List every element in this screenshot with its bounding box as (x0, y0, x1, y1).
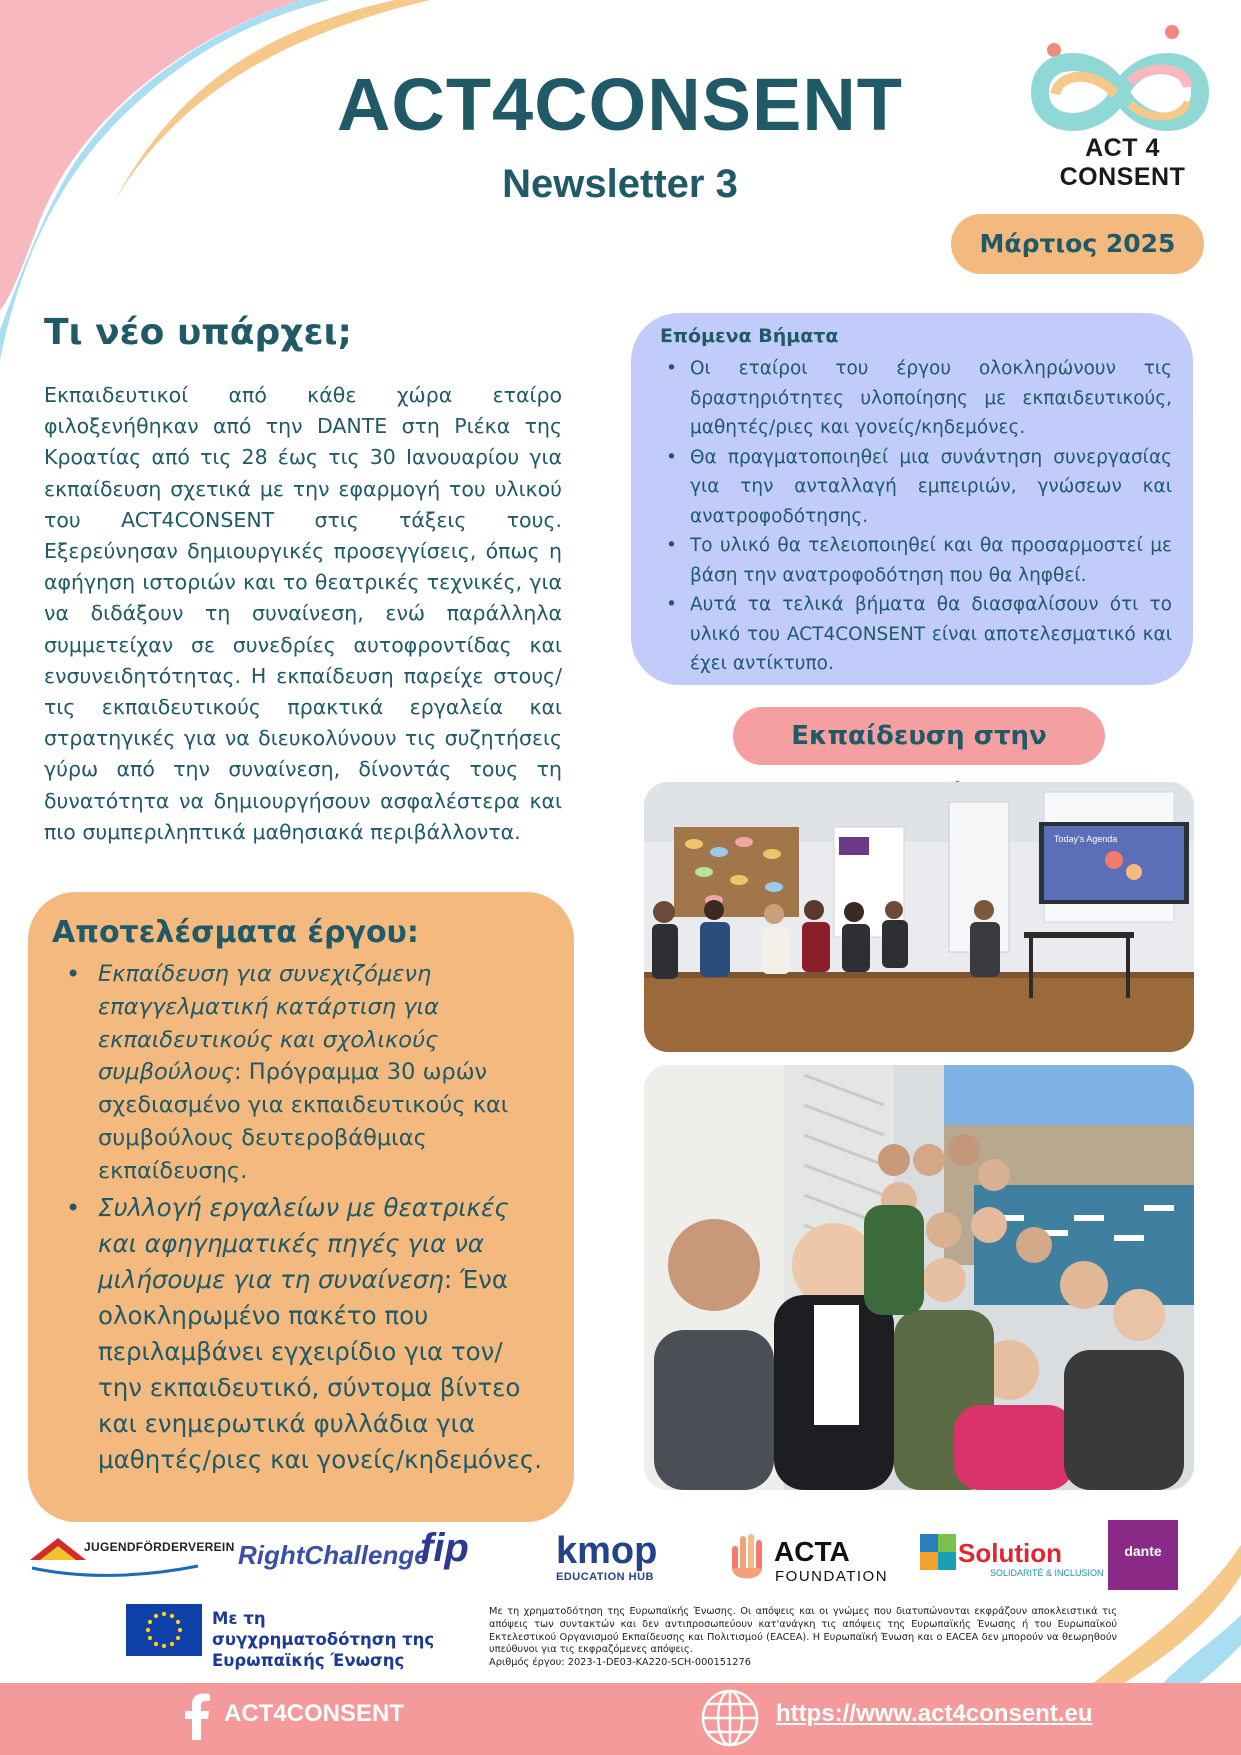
news-heading: Τι νέο υπάρχει; (44, 312, 352, 353)
next-steps-heading: Επόμενα Βήματα (660, 325, 839, 347)
disclaimer-text: Με τη χρηματοδότηση της Ευρωπαϊκής Ένωσης. Οι απόψεις και οι γνώμες που διατυπώνονται εκφράζουν αποκλειστικά τις απόψεις των συντακτών και δεν αντιπροσωπεύουν κατ'ανάγκη τις απόψεις της Ευρωπαϊκής Ένωσης ή του Ευρωπαϊκού Εκτελεστικού Οργανισμού Εκπαίδευσης και Πολιτισμού (EACEA). Η Ευρωπαϊκή Ένωση και ο EACEA δεν μπορούν να θεωρηθούν υπεύθυνοι για τις εκφραζόμενες απόψεις. (489, 1606, 1117, 1656)
news-body: Εκπαιδευτικοί από κάθε χώρα εταίρο φιλοξενήθηκαν από την DANTE στη Ριέκα της Κροατίας από τις 28 έως τις 30 Ιανουαρίου για εκπαίδευση σχετικά με την εφαρμογή του υλικού του ACT4CONSENT στις τάξεις τους. Εξερεύνησαν δημιουργικές προσεγγίσεις, όπως η αφήγηση ιστοριών και το θεατρικές τεχνικές, για να διδάξουν τη συναίνεση, ενώ παράλληλα συμμετείχαν σε συνεδρίες αυτοφροντίδας και ενσυνειδητότητας. Η εκπαίδευση παρείχε στους/τις εκπαιδευτικούς πρακτικά εργαλεία και στρατηγικές για να διευκολύνουν τις συζητήσεις γύρω από την συναίνεση, δίνοντάς τους τη δυνατότητα να δημιουργήσουν ασφαλέστερα και πιο συμπεριληπτικά μαθησιακά περιβάλλοντα. (44, 383, 562, 844)
partner-kmop: kmop (556, 1530, 658, 1572)
facebook-icon[interactable] (184, 1692, 210, 1740)
croatia-training-label: Εκπαίδευση στην (733, 707, 1105, 765)
results-item-title: Συλλογή εργαλείων με θεατρικές και αφηγηματικές πηγές για να μιλήσουμε για τη συναίνεση (98, 1192, 509, 1294)
results-item (62, 1190, 542, 1478)
next-steps-item: • Θα πραγματοποιηθεί μια συνάντηση συνεργασίας για την ανταλλαγή εμπειριών, γνώσεων και ανατροφοδότησης. (662, 443, 1172, 532)
partner-acta-sub: FOUNDATION (775, 1568, 889, 1585)
eu-disclaimer (489, 1606, 1117, 1670)
results-item (62, 958, 542, 1188)
website-link[interactable]: https://www.act4consent.eu (776, 1700, 1093, 1727)
next-steps-list (662, 354, 1172, 679)
logo-text: ACT 4 CONSENT (1059, 134, 1186, 191)
eu-cofunded-text: Με τη συγχρηματοδότηση της Ευρωπαϊκής Ένωσης (212, 1609, 435, 1670)
next-steps-item: • Το υλικό θα τελειοποιηθεί και θα προσαρμοστεί με βάση την ανατροφοδότηση που θα ληφθεί. (662, 531, 1172, 590)
partner-acta: ACTA (774, 1536, 850, 1567)
decorative-swoosh-top-left (0, 0, 440, 360)
newsletter-title: ACT4CONSENT (336, 63, 904, 146)
jugendfoerderverein-logo-icon (28, 1530, 218, 1580)
partner-solution: Solution (958, 1538, 1062, 1568)
results-item-title: Εκπαίδευση για συνεχιζόμενη επαγγελματική κατάρτιση για εκπαιδευτικούς και σχολικούς συμβούλους (98, 961, 439, 1086)
facebook-link[interactable]: ACT4CONSENT (224, 1700, 405, 1727)
partner-dante: dante (1124, 1543, 1162, 1559)
training-room-photo (644, 782, 1194, 1052)
globe-icon (700, 1688, 760, 1748)
acta-hand-icon (728, 1532, 766, 1584)
partner-fip: fip (420, 1526, 469, 1570)
partner-rightchallenge: RightChallenge (238, 1540, 429, 1570)
results-item-text: : Ένα ολοκληρωμένο πακέτο που περιλαμβάνει εγχειρίδιο για τον/την εκπαιδευτικό, σύντομα βίντεο και ενημερωτικά φυλλάδια για μαθητές/ριες και γονείς/κηδεμόνες. (98, 1264, 543, 1474)
project-number: Αριθμός έργου: 2023-1-DE03-KA220-SCH-000151276 (489, 1657, 751, 1669)
partner-solution-sub: SOLIDARITÉ & INCLUSION (990, 1568, 1104, 1578)
partner-kmop-sub: EDUCATION HUB (556, 1571, 654, 1583)
results-item-text: : Πρόγραμμα 30 ωρών σχεδιασμένο για εκπαιδευτικούς και συμβούλους δευτεροβάθμιας εκπαίδευσης. (98, 1059, 509, 1184)
results-heading: Αποτελέσματα έργου: (52, 915, 419, 950)
eu-flag-icon (126, 1604, 202, 1656)
results-list (62, 958, 542, 1478)
newsletter-subtitle: Newsletter 3 (502, 162, 738, 206)
partner-jugendfoerderverein: JUGENDFÖRDERVEREIN (84, 1540, 235, 1554)
group-selfie-photo (644, 1065, 1194, 1490)
slide-title: Today's Agenda (1054, 834, 1118, 844)
solution-puzzle-icon (918, 1532, 960, 1576)
date-badge: Μάρτιος 2025 (951, 214, 1204, 274)
next-steps-item: • Οι εταίροι του έργου ολοκληρώνουν τις δραστηριότητες υλοποίησης με εκπαιδευτικούς, μαθητές/ριες και γονείς/κηδεμόνες. (662, 354, 1172, 443)
next-steps-item: • Αυτά τα τελικά βήματα θα διασφαλίσουν ότι το υλικό του ACT4CONSENT είναι αποτελεσματικό και έχει αντίκτυπο. (662, 590, 1172, 679)
